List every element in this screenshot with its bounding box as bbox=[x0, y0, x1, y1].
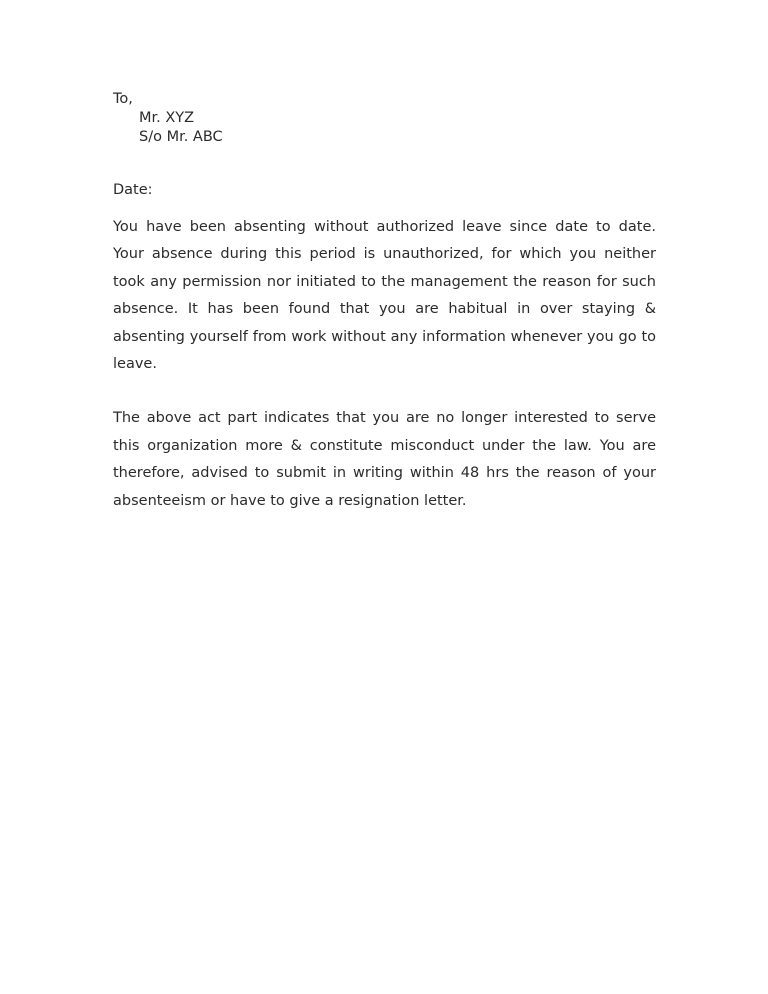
date-label: Date: bbox=[113, 182, 153, 198]
paragraph-absence: You have been absenting without authorized leave since date to date. Your absence during this period is unauthorized, for which you neither took any permission nor initiated to the management the reason for such absence. It has been found that you are habitual in over staying & absenting yourself from work without any information whenever you go to leave. bbox=[113, 219, 656, 373]
paragraph-advice: The above act part indicates that you are no longer interested to serve this organization more & constitute misconduct under the law. You are therefore, advised to submit in writing within 48 hrs the reason of your absenteeism or have to give a resignation letter. bbox=[113, 410, 656, 509]
letter-body bbox=[113, 90, 656, 515]
salutation-to: To, bbox=[113, 91, 133, 107]
recipient-relation: S/o Mr. ABC bbox=[139, 129, 223, 145]
recipient-name: Mr. XYZ bbox=[139, 110, 195, 126]
